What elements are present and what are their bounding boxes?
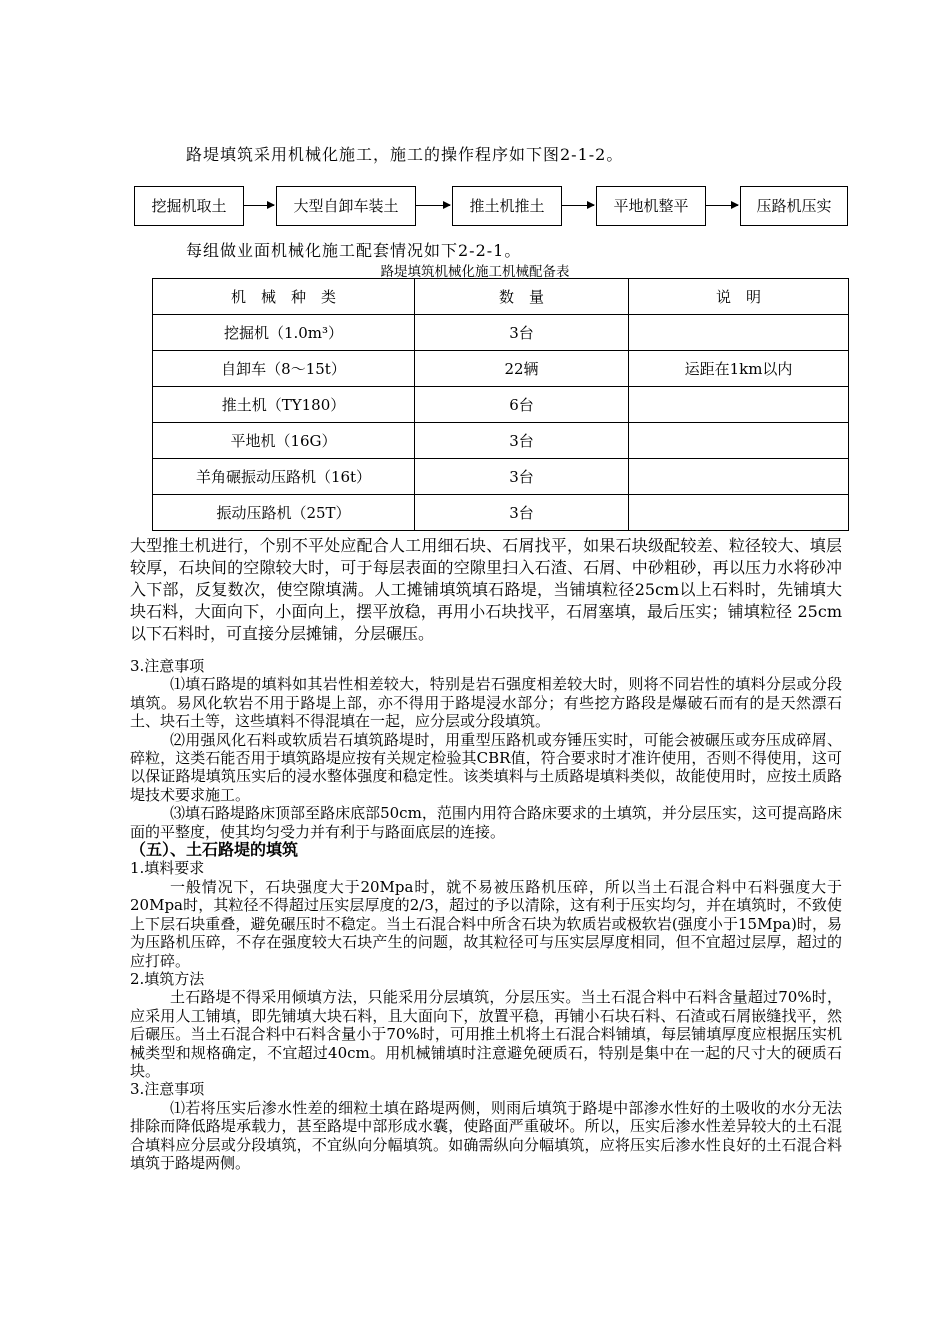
cell-type: 挖掘机（1.0m³） bbox=[153, 315, 415, 351]
note-1: ⑴填石路堤的填料如其岩性相差较大，特别是岩石强度相差较大时，则将不同岩性的填料分层或分段填筑。易风化软岩不用于路堤上部，亦不得用于路堤浸水部分；有些挖方路段是爆破石而有的是天然漂石土、块石土等，这些填料不得混填在一起，应分层或分段填筑。 bbox=[130, 675, 842, 731]
flow-arrow bbox=[244, 205, 274, 206]
flow-arrow bbox=[706, 205, 738, 206]
table-row bbox=[153, 459, 849, 495]
header-type: 机 械 种 类 bbox=[153, 279, 415, 315]
cell-quantity: 6台 bbox=[415, 387, 629, 423]
flow-step-bulldozer: 推土机推土 bbox=[452, 186, 562, 226]
cell-type: 振动压路机（25T） bbox=[153, 495, 415, 531]
sub-1-text: 一般情况下，石块强度大于20Mpa时，就不易被压路机压碎，所以当土石混合料中石料强度大于20Mpa时，其粒径不得超过压实层厚度的2/3，超过的予以清除，这有利于压实均匀，并在填筑时，不致使上下层石块重叠，避免碾压时不稳定。当土石混合料中所含石块为软质岩或极软岩(强度小于15Mpa)时，易为压路机压碎，不存在强度较大石块产生的问题，故其粒径可与压实层厚度相同，但不宜超过层厚，超过的应打碎。 bbox=[130, 877, 842, 970]
cell-note bbox=[629, 495, 849, 531]
cell-note bbox=[629, 315, 849, 351]
cell-quantity: 3台 bbox=[415, 459, 629, 495]
cell-type: 羊角碾振动压路机（16t） bbox=[153, 459, 415, 495]
sub-2-title: 2.填筑方法 bbox=[130, 969, 205, 988]
intro-text-2: 每组做业面机械化施工配套情况如下2-2-1。 bbox=[186, 241, 522, 260]
table-row bbox=[153, 351, 849, 387]
cell-quantity: 3台 bbox=[415, 423, 629, 459]
process-flow-diagram bbox=[134, 186, 848, 226]
table-row bbox=[153, 423, 849, 459]
flow-step-excavator: 挖掘机取土 bbox=[134, 186, 244, 226]
sub-1-title: 1.填料要求 bbox=[130, 859, 205, 878]
header-quantity: 数 量 bbox=[415, 279, 629, 315]
cell-type: 平地机（16G） bbox=[153, 423, 415, 459]
cell-note: 运距在1km以内 bbox=[629, 351, 849, 387]
cell-quantity: 3台 bbox=[415, 495, 629, 531]
cell-quantity: 3台 bbox=[415, 315, 629, 351]
header-note: 说 明 bbox=[629, 279, 849, 315]
sub-3-title: 3.注意事项 bbox=[130, 1080, 205, 1099]
flow-step-grader: 平地机整平 bbox=[596, 186, 706, 226]
table-row bbox=[153, 315, 849, 351]
intro-text: 路堤填筑采用机械化施工，施工的操作程序如下图2-1-2。 bbox=[186, 145, 624, 164]
sub-3-text: ⑴若将压实后渗水性差的细粒土填在路堤两侧，则雨后填筑于路堤中部渗水性好的土吸收的水分无法排除而降低路堤承载力，甚至路堤中部形成水囊，使路面严重破坏。所以，压实后渗水性差异较大的土石混合填料应分层或分段填筑，不宜纵向分幅填筑。如确需纵向分幅填筑，应将压实后渗水性良好的土石混合料填筑于路堤两侧。 bbox=[130, 1098, 842, 1172]
sub-2-text: 土石路堤不得采用倾填方法，只能采用分层填筑，分层压实。当土石混合料中石料含量超过70%时，应采用人工铺填，即先铺填大块石料，且大面向下，放置平稳，再铺小石块石料、石渣或石屑嵌缝找平，然后碾压。当土石混合料中石料含量小于70%时，可用推土机将土石混合料铺填，每层铺填厚度应根据压实机械类型和规格确定，不宜超过40cm。用机械铺填时注意避免硬质石，特别是集中在一起的尺寸大的硬质石块。 bbox=[130, 988, 842, 1080]
equipment-table bbox=[152, 278, 849, 531]
cell-quantity: 22辆 bbox=[415, 351, 629, 387]
paragraph-text: 大型推土机进行，个别不平处应配合人工用细石块、石屑找平，如果石块级配较差、粒径较大、填层较厚，石块间的空隙较大时，可于每层表面的空隙里扫入石渣、石屑、中砂粗砂，再以压力水将砂冲入下部，反复数次，使空隙填满。人工摊铺填筑填石路堤，当铺填粒径25cm以上石料时，先铺填大块石料，大面向下，小面向上，摆平放稳，再用小石块找平，石屑塞填，最后压实；铺填粒径 25cm以下石料时，可直接分层摊铺，分层碾压。 bbox=[130, 536, 842, 643]
table-caption: 路堤填筑机械化施工机械配备表 bbox=[380, 264, 570, 280]
flow-step-roller: 压路机压实 bbox=[740, 186, 848, 226]
note-2: ⑵用强风化石料或软质岩石填筑路堤时，用重型压路机或夯锤压实时，可能会被碾压或夯压成碎屑、碎粒，这类石能否用于填筑路堤应按有关规定检验其CBR值，符合要求时才准许使用，否则不得使用，这可以保证路堤填筑压实后的浸水整体强度和稳定性。该类填料与土质路堤填料类似，故能使用时，应按土质路堤技术要求施工。 bbox=[130, 730, 842, 804]
table-row bbox=[153, 387, 849, 423]
flow-arrow bbox=[562, 205, 594, 206]
flow-arrow bbox=[416, 205, 450, 206]
cell-type: 自卸车（8～15t） bbox=[153, 351, 415, 387]
section-3-title: 3.注意事项 bbox=[130, 657, 205, 675]
cell-note bbox=[629, 459, 849, 495]
paragraph-rock-filling bbox=[130, 535, 842, 645]
table-row bbox=[153, 495, 849, 531]
note-3: ⑶填石路堤路床顶部至路床底部50cm，范围内用符合路床要求的土填筑，并分层压实，这可提高路床面的平整度，使其均匀受力并有利于与路面底层的连接。 bbox=[130, 804, 842, 841]
section-5-title: （五）、土石路堤的填筑 bbox=[130, 840, 299, 860]
table-header-row bbox=[153, 279, 849, 315]
cell-type: 推土机（TY180） bbox=[153, 387, 415, 423]
cell-note bbox=[629, 387, 849, 423]
cell-note bbox=[629, 423, 849, 459]
notes-section bbox=[130, 657, 842, 1172]
flow-step-dump-truck: 大型自卸车装土 bbox=[276, 186, 416, 226]
